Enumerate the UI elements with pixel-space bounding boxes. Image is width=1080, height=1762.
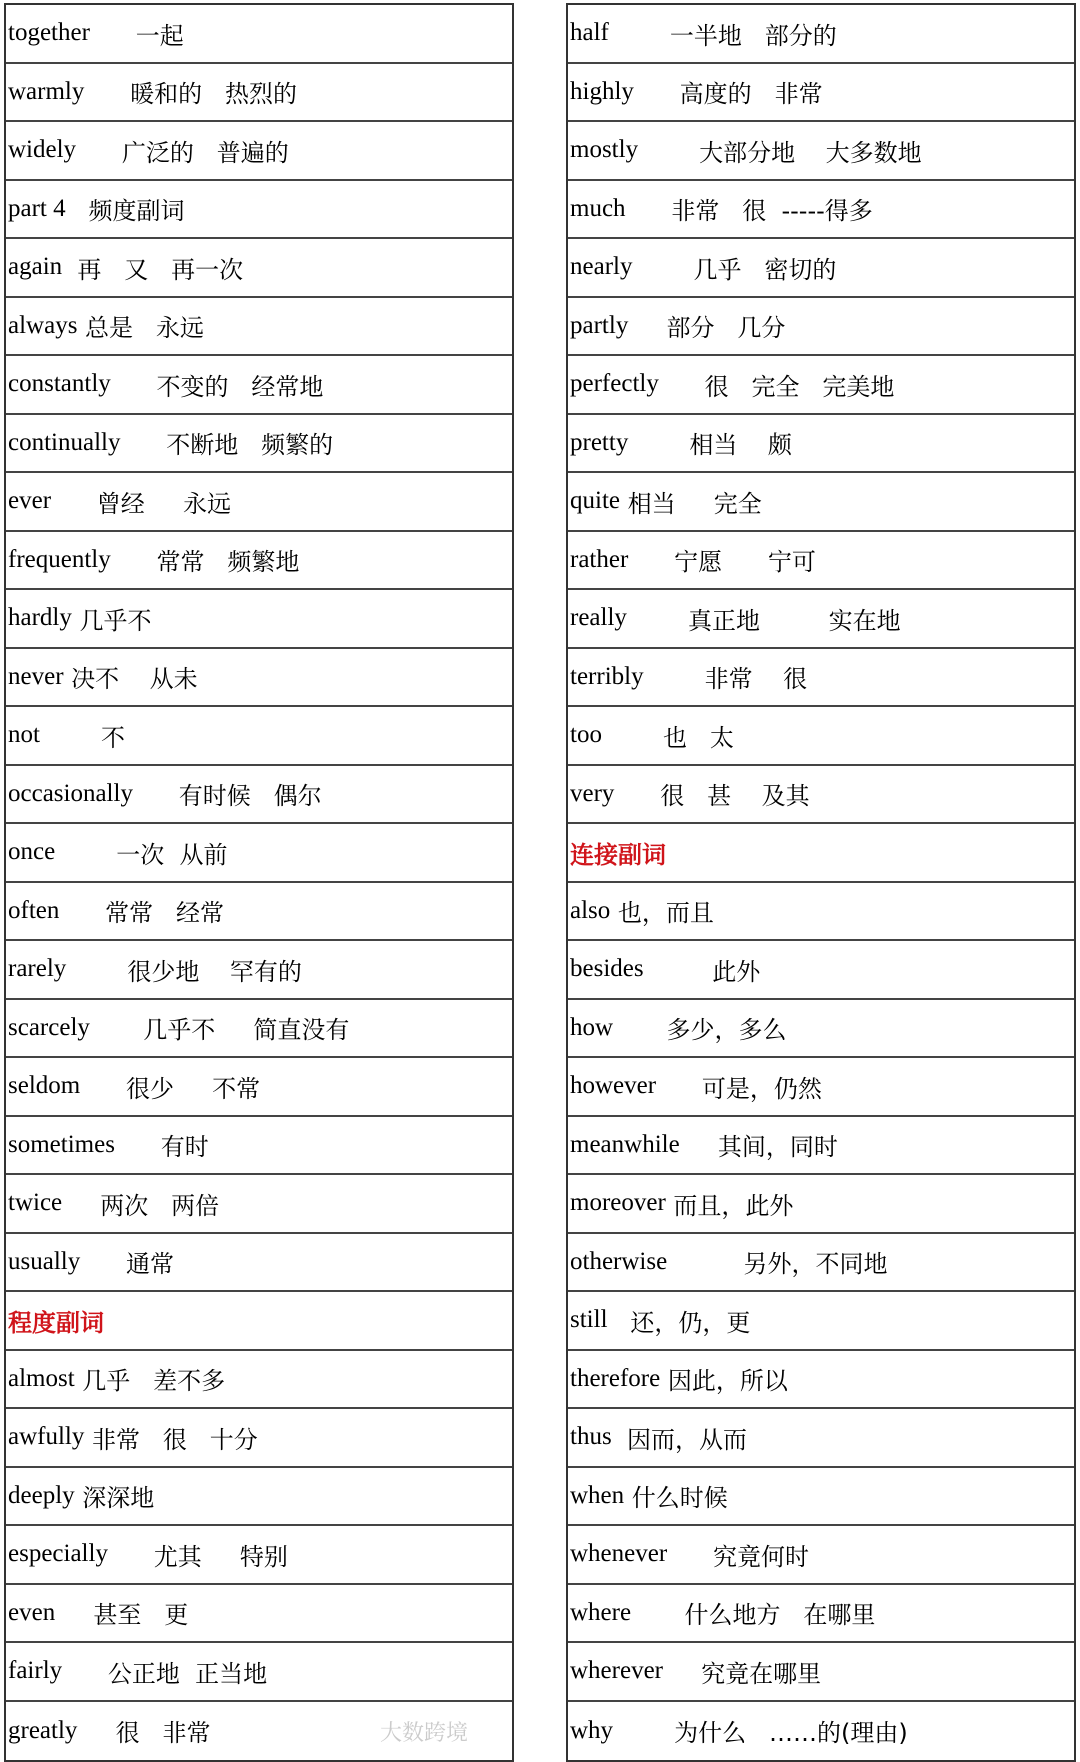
english-word: thus [570, 1423, 612, 1451]
chinese-meaning: 几乎 差不多 [74, 1367, 226, 1396]
table-row [6, 707, 512, 766]
english-word: occasionally [8, 779, 133, 807]
chinese-meaning: 究竟在哪里 [663, 1659, 822, 1688]
chinese-meaning: 不 [39, 723, 125, 752]
english-word: hardly [8, 604, 72, 632]
section-header-row [568, 824, 1074, 883]
english-word: terribly [570, 662, 644, 690]
section-header-row [6, 1292, 512, 1351]
chinese-meaning: 可是，仍然 [656, 1074, 822, 1103]
english-word: together [8, 19, 90, 47]
chinese-meaning: 暖和的 热烈的 [84, 80, 298, 109]
english-word: fairly [8, 1657, 63, 1685]
table-row [6, 1409, 512, 1468]
table-row [6, 766, 512, 825]
chinese-meaning: 有时候 偶尔 [132, 782, 322, 811]
table-row [568, 1117, 1074, 1176]
table-row [6, 64, 512, 123]
english-word: usually [8, 1247, 81, 1275]
table-row [6, 883, 512, 942]
table-row [6, 298, 512, 357]
chinese-meaning: 相当 颇 [628, 431, 792, 460]
chinese-meaning: 不断地 频繁的 [120, 431, 334, 460]
english-word: meanwhile [570, 1130, 680, 1158]
chinese-meaning: 几乎不 简直没有 [89, 1016, 350, 1045]
table-row [6, 824, 512, 883]
chinese-meaning: 广泛的 普遍的 [76, 138, 289, 167]
chinese-meaning: 两次 两倍 [62, 1191, 220, 1220]
english-word: however [570, 1072, 657, 1100]
chinese-meaning: 决不 从未 [63, 665, 198, 694]
chinese-meaning: 公正地 正当地 [62, 1659, 268, 1688]
english-word: ever [8, 487, 52, 515]
table-row [6, 1175, 512, 1234]
table-row [6, 590, 512, 649]
chinese-meaning: 究竟何时 [667, 1542, 809, 1571]
english-word: warmly [8, 77, 85, 105]
chinese-meaning: 一次 从前 [55, 840, 228, 869]
english-word: partly [570, 311, 629, 339]
english-word: otherwise [570, 1247, 668, 1275]
english-word: highly [570, 77, 634, 105]
chinese-meaning: 另外，不同地 [667, 1250, 888, 1279]
table-row [6, 532, 512, 591]
table-row [568, 64, 1074, 123]
english-word: awfully [8, 1423, 85, 1451]
chinese-meaning: 总是 永远 [77, 314, 204, 343]
english-word: where [570, 1598, 632, 1626]
watermark: 大数跨境 [380, 1721, 469, 1746]
table-row [6, 1468, 512, 1527]
table-row [568, 1292, 1074, 1351]
table-row [568, 181, 1074, 240]
chinese-meaning: 部分 几分 [628, 314, 786, 343]
table-row [568, 122, 1074, 181]
table-row [568, 415, 1074, 474]
english-word: still [570, 1306, 608, 1334]
table-row [568, 766, 1074, 825]
chinese-meaning: 此外 [643, 957, 761, 986]
table-row [6, 473, 512, 532]
english-word: almost [8, 1364, 75, 1392]
english-word: frequently [8, 545, 111, 573]
table-row [568, 1468, 1074, 1527]
table-row [568, 1351, 1074, 1410]
chinese-meaning: 深深地 [74, 1484, 155, 1513]
chinese-meaning: 很 完全 完美地 [658, 372, 895, 401]
english-word: perfectly [570, 370, 659, 398]
chinese-meaning: 真正地 实在地 [626, 606, 901, 635]
chinese-meaning: 而且，此外 [665, 1191, 794, 1220]
chinese-meaning: 什么地方 在哪里 [631, 1601, 876, 1630]
english-word: rather [570, 545, 629, 573]
table-row [568, 5, 1074, 64]
chinese-meaning: 因而，从而 [611, 1425, 747, 1454]
chinese-meaning: 几乎不 [71, 606, 152, 635]
chinese-meaning: 常常 频繁地 [110, 548, 300, 577]
table-row [6, 239, 512, 298]
english-word: often [8, 896, 60, 924]
chinese-meaning: 再 又 再一次 [62, 255, 244, 284]
english-word: constantly [8, 370, 111, 398]
chinese-meaning: 很少地 罕有的 [66, 957, 302, 986]
english-word: when [570, 1481, 625, 1509]
chinese-meaning: 很少 不常 [80, 1074, 261, 1103]
chinese-meaning: 也，而且 [610, 899, 714, 928]
chinese-meaning: 通常 [80, 1250, 174, 1279]
table-row [6, 1351, 512, 1410]
table-row [568, 941, 1074, 1000]
chinese-meaning: 非常 很 -----得多 [625, 197, 873, 226]
table-row [568, 1526, 1074, 1585]
table-row [568, 532, 1074, 591]
chinese-meaning: 常常 经常 [59, 899, 225, 928]
english-word: moreover [570, 1189, 666, 1217]
english-word: scarcely [8, 1013, 90, 1041]
table-row [568, 883, 1074, 942]
english-word: once [8, 838, 56, 866]
english-word: quite [570, 487, 620, 515]
chinese-meaning: 还，仍，更 [607, 1308, 751, 1337]
table-row [6, 941, 512, 1000]
table-row [6, 1643, 512, 1702]
english-word: seldom [8, 1072, 81, 1100]
english-word: even [8, 1598, 56, 1626]
english-word: how [570, 1013, 614, 1041]
chinese-meaning: 一起 [89, 21, 184, 50]
english-word: wherever [570, 1657, 663, 1685]
english-word: nearly [570, 253, 633, 281]
table-row [568, 1643, 1074, 1702]
table-row [568, 473, 1074, 532]
table-row [568, 298, 1074, 357]
table-row [6, 1234, 512, 1293]
table-row [568, 1000, 1074, 1059]
table-row [6, 1000, 512, 1059]
chinese-meaning: 非常 很 十分 [84, 1425, 258, 1454]
table-row [568, 1175, 1074, 1234]
chinese-meaning: 甚至 更 [55, 1601, 189, 1630]
table-row [6, 181, 512, 240]
table-row [6, 1058, 512, 1117]
chinese-meaning: 大部分地 大多数地 [638, 138, 922, 167]
chinese-meaning: 频度副词 [65, 197, 185, 226]
english-word: half [570, 19, 609, 47]
chinese-meaning: 很 非常 [77, 1719, 211, 1748]
english-word: pretty [570, 428, 629, 456]
table-row [568, 1058, 1074, 1117]
table-row [6, 1526, 512, 1585]
english-word: never [8, 662, 64, 690]
english-word: not [8, 721, 40, 749]
english-word: whenever [570, 1540, 668, 1568]
english-word: deeply [8, 1481, 75, 1509]
chinese-meaning: 高度的 非常 [633, 80, 823, 109]
table-row [6, 1117, 512, 1176]
english-word: always [8, 311, 78, 339]
english-word: why [570, 1716, 614, 1744]
table-row [568, 649, 1074, 708]
chinese-meaning: 几乎 密切的 [632, 255, 837, 284]
table-row [568, 590, 1074, 649]
english-word: rarely [8, 955, 67, 983]
chinese-meaning: 宁愿 宁可 [628, 548, 816, 577]
vocab-table-right [566, 3, 1076, 1762]
chinese-meaning: 其间，同时 [679, 1133, 838, 1162]
table-row [568, 1234, 1074, 1293]
chinese-meaning: 曾经 永远 [51, 489, 231, 518]
chinese-meaning: 什么时候 [624, 1484, 728, 1513]
table-row [6, 649, 512, 708]
chinese-meaning: 有时 [114, 1133, 209, 1162]
table-row [568, 1702, 1074, 1761]
table-row [6, 122, 512, 181]
english-word: greatly [8, 1716, 78, 1744]
chinese-meaning: 因此，所以 [660, 1367, 788, 1396]
chinese-meaning: 多少，多么 [613, 1016, 787, 1045]
section-title: 连接副词 [570, 840, 666, 869]
english-word: really [570, 604, 627, 632]
english-word: much [570, 194, 626, 222]
chinese-meaning: 相当 完全 [620, 489, 762, 518]
english-word: continually [8, 428, 121, 456]
english-word: therefore [570, 1364, 661, 1392]
english-word: very [570, 779, 615, 807]
english-word: especially [8, 1540, 108, 1568]
table-row [568, 1409, 1074, 1468]
english-word: also [570, 896, 611, 924]
english-word: widely [8, 136, 77, 164]
chinese-meaning: 不变的 经常地 [110, 372, 324, 401]
table-row [6, 415, 512, 474]
table-row [568, 356, 1074, 415]
chinese-meaning: 尤其 特别 [107, 1542, 288, 1571]
chinese-meaning: 很 甚 及其 [614, 782, 810, 811]
table-row [6, 356, 512, 415]
chinese-meaning: 非常 很 [643, 665, 808, 694]
english-word: part 4 [8, 194, 66, 222]
english-word: again [8, 253, 63, 281]
section-title: 程度副词 [8, 1308, 104, 1337]
english-word: twice [8, 1189, 63, 1217]
chinese-meaning: 也 太 [601, 723, 734, 752]
table-row [6, 5, 512, 64]
chinese-meaning: 一半地 部分的 [608, 21, 837, 50]
english-word: sometimes [8, 1130, 115, 1158]
table-row [568, 707, 1074, 766]
english-word: mostly [570, 136, 639, 164]
chinese-meaning: 为什么 ……的(理由) [613, 1719, 908, 1748]
english-word: too [570, 721, 602, 749]
table-row [568, 1585, 1074, 1644]
vocab-table-left [4, 3, 514, 1762]
table-row [6, 1585, 512, 1644]
table-row [568, 239, 1074, 298]
english-word: besides [570, 955, 644, 983]
